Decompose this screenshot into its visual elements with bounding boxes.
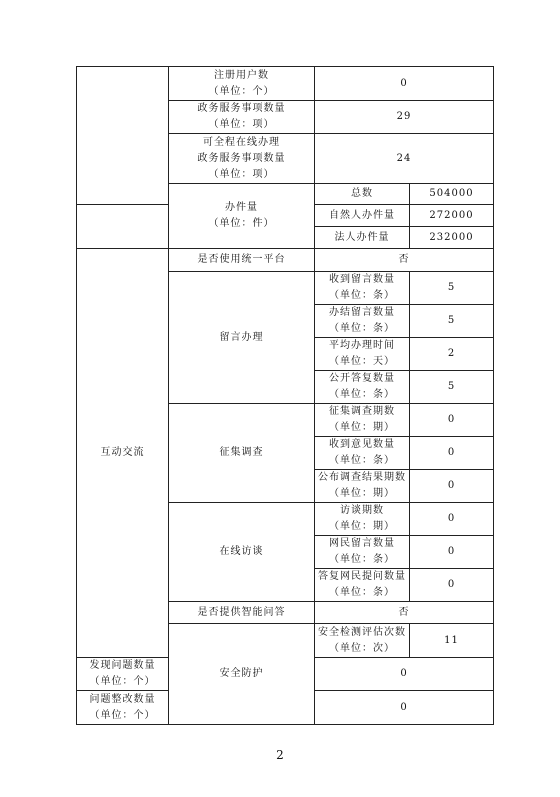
interview-label: 在线访谈: [169, 503, 315, 602]
category-cell-empty: [77, 67, 169, 205]
cases-unit: （单位：件）: [208, 218, 275, 229]
messages-received-value: 5: [410, 272, 494, 305]
cases-natural-label: 自然人办件量: [315, 205, 410, 227]
table-row: [77, 249, 494, 272]
label-cell: [315, 624, 410, 658]
online-items-value: 24: [315, 134, 494, 184]
registered-users-label: 注册用户数: [214, 69, 269, 81]
messages-public-replies-label: 公开答复数量: [329, 373, 395, 384]
category-cell-empty: [77, 205, 169, 249]
messages-public-replies-unit: （单位：条）: [329, 389, 395, 400]
survey-results-unit: （单位：期）: [329, 488, 395, 499]
cases-legal-value: 232000: [410, 227, 494, 249]
interview-periods-label: 访谈期数: [340, 505, 384, 516]
online-items-unit: （单位：项）: [208, 168, 275, 180]
label-cell: [169, 67, 315, 101]
interview-netizen-msgs-label: 网民留言数量: [329, 538, 395, 549]
interview-answers-value: 0: [410, 569, 494, 602]
interview-periods-unit: （单位：期）: [329, 521, 395, 532]
survey-opinions-value: 0: [410, 437, 494, 470]
security-issues-found-unit: （单位：个）: [89, 676, 156, 687]
online-items-label-line2: 政务服务事项数量: [197, 152, 286, 164]
survey-results-label: 公布调查结果期数: [318, 472, 406, 483]
cases-total-label: 总数: [315, 184, 410, 205]
messages-handled-unit: （单位：条）: [329, 323, 395, 334]
cases-total-value: 504000: [410, 184, 494, 205]
messages-handled-label: 办结留言数量: [329, 307, 395, 318]
label-cell: [315, 470, 410, 503]
interview-answers-unit: （单位：条）: [329, 587, 395, 598]
cases-natural-value: 272000: [410, 205, 494, 227]
security-tests-value: 11: [410, 624, 494, 658]
survey-results-value: 0: [410, 470, 494, 503]
security-issues-found-label: 发现问题数量: [89, 660, 156, 671]
service-items-label: 政务服务事项数量: [197, 103, 286, 114]
label-cell: [315, 404, 410, 437]
survey-opinions-label: 收到意见数量: [329, 439, 395, 450]
security-issues-fixed-label: 问题整改数量: [89, 693, 156, 705]
unified-platform-value: 否: [315, 249, 494, 272]
label-cell: [315, 272, 410, 305]
survey-periods-label: 征集调查期数: [329, 406, 395, 417]
label-cell: [169, 134, 315, 184]
statistics-table: [76, 66, 494, 725]
interview-netizen-msgs-unit: （单位：条）: [329, 554, 395, 565]
messages-label: 留言办理: [169, 272, 315, 404]
smart-qa-value: 否: [315, 602, 494, 624]
label-cell: [315, 536, 410, 569]
table-row: [77, 67, 494, 101]
label-cell: [315, 305, 410, 338]
survey-periods-unit: （单位：期）: [329, 422, 395, 433]
interview-periods-value: 0: [410, 503, 494, 536]
messages-avg-time-label: 平均办理时间: [329, 340, 395, 351]
security-issues-fixed-value: 0: [315, 691, 494, 725]
messages-received-unit: （单位：条）: [329, 290, 395, 301]
security-tests-unit: （单位：次）: [329, 642, 395, 654]
label-cell: [315, 503, 410, 536]
messages-avg-time-unit: （单位：天）: [329, 356, 395, 367]
cases-label: 办件量: [225, 202, 258, 213]
interview-answers-label: 答复网民提问数量: [318, 571, 406, 582]
label-cell: [315, 437, 410, 470]
messages-received-label: 收到留言数量: [329, 274, 395, 285]
survey-label: 征集调查: [169, 404, 315, 503]
label-cell: [77, 691, 169, 725]
cases-legal-label: 法人办件量: [315, 227, 410, 249]
label-cell: [315, 371, 410, 404]
category-interaction: 互动交流: [77, 249, 169, 658]
registered-users-value: 0: [315, 67, 494, 101]
survey-periods-value: 0: [410, 404, 494, 437]
messages-avg-time-value: 2: [410, 338, 494, 371]
service-items-value: 29: [315, 101, 494, 134]
security-tests-label: 安全检测评估次数: [318, 626, 406, 638]
label-cell: [169, 101, 315, 134]
label-cell: [315, 338, 410, 371]
label-cell: [315, 569, 410, 602]
category-security: 安全防护: [169, 624, 315, 725]
label-cell: [77, 658, 169, 691]
unified-platform-label: 是否使用统一平台: [169, 249, 315, 272]
survey-opinions-unit: （单位：条）: [329, 455, 395, 466]
security-issues-fixed-unit: （单位：个）: [89, 709, 156, 721]
registered-users-unit: （单位：个）: [208, 85, 275, 97]
interview-netizen-msgs-value: 0: [410, 536, 494, 569]
service-items-unit: （单位：项）: [208, 119, 275, 130]
online-items-label-line1: 可全程在线办理: [203, 136, 280, 148]
page-number: 2: [276, 748, 284, 762]
messages-public-replies-value: 5: [410, 371, 494, 404]
smart-qa-label: 是否提供智能问答: [169, 602, 315, 624]
messages-handled-value: 5: [410, 305, 494, 338]
security-issues-found-value: 0: [315, 658, 494, 691]
label-cell: [169, 184, 315, 249]
